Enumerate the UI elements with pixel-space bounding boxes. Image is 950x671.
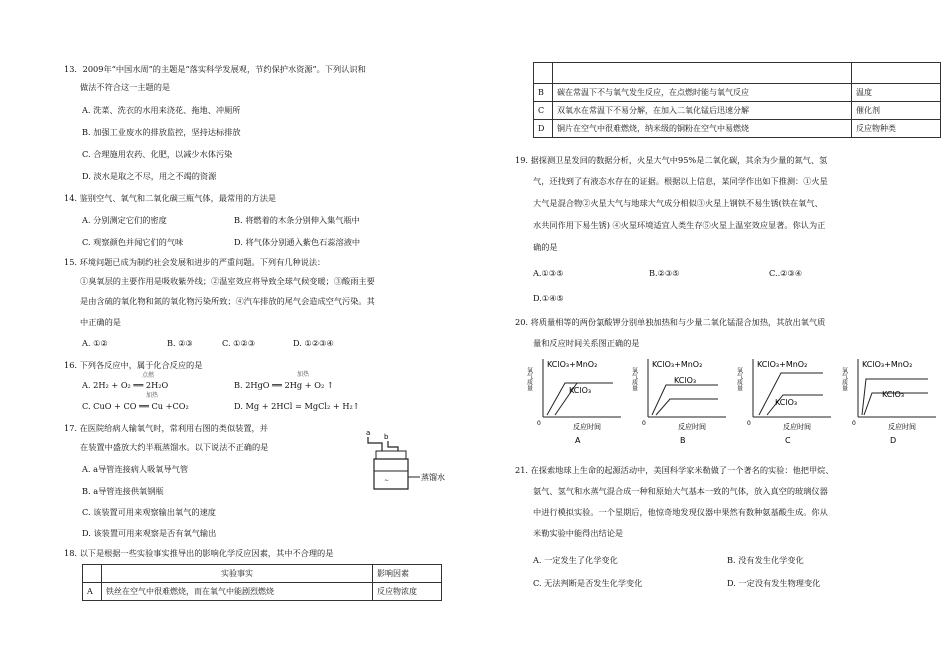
q21-option-c: C. 无法判断是否发生化学变化 [533, 578, 643, 588]
distilled-water-label: 蒸馏水 [421, 473, 445, 482]
q13-option-d: D. 淡水是取之不尽，用之不竭的资源 [82, 171, 217, 181]
table-row [534, 120, 941, 138]
q13-stem-2: 做法不符合这一主题的是 [80, 82, 171, 92]
q16-c-condition: 加热 [146, 392, 159, 399]
q17-stem-1: 17. 在医院给病人输氧气时，常利用右图的类似装置，并 [64, 423, 268, 433]
q14-option-d: D. 将气体分别通入紫色石蕊溶液中 [234, 237, 361, 247]
series-mno2-label: KClO₃+MnO₂ [862, 360, 913, 369]
table-cell: 温度 [852, 84, 941, 102]
series-mno2-label: KClO₃+MnO₂ [652, 360, 703, 369]
q15-option-b: B. ②③ [167, 338, 193, 348]
q20-stem-1: 20. 将质量相等的两份氯酸钾分别单独加热和与少量二氧化锰混合加热，其放出氧气质 [515, 317, 826, 327]
table-cell: 反应物浓度 [373, 583, 442, 601]
origin-label: 0 [852, 420, 856, 427]
q19-option-c: C..②③④ [769, 268, 803, 278]
wash-bottle-figure [354, 425, 464, 495]
x-axis-label: 反应时间 [573, 423, 601, 431]
q20-graphs [525, 355, 945, 455]
series-kclo3-label: KClO₃ [882, 390, 905, 399]
q16-option-b: B. 2HgO ══ 2Hg + O₂ ↑ [234, 380, 334, 390]
series-mno2-label: KClO₃+MnO₂ [547, 360, 598, 369]
table-cell: D [534, 120, 553, 138]
q18-table-part2 [533, 62, 941, 138]
x-axis-label: 反应时间 [678, 423, 706, 431]
q16-option-d: D. Mg + 2HCl = MgCl₂ + H₂↑ [234, 401, 360, 411]
series-kclo3-label: KClO₃ [674, 376, 697, 385]
q16-option-a: A. 2H₂ + O₂ ══ 2H₂O [82, 380, 169, 390]
q18-stem: 18. 以下是根据一些实验事实推导出的影响化学反应因素，其中不合理的是 [64, 548, 334, 558]
y-axis-label: 氧气质量 [840, 367, 848, 391]
table-header-row [83, 565, 442, 583]
q15-stem-2: ①臭氧层的主要作用是吸收紫外线；②温室效应将导致全球气候变暖；③酸雨主要 [80, 276, 375, 286]
y-axis-label: 氧气质量 [735, 367, 743, 391]
series-kclo3-label: KClO₃ [569, 386, 592, 395]
q14-stem: 14. 鉴别空气、氧气和二氧化碳三瓶气体，最常用的方法是 [64, 193, 277, 203]
table-row [534, 84, 941, 102]
table-cell: 反应物种类 [852, 120, 941, 138]
series-kclo3-label: KClO₃ [775, 398, 798, 407]
table-cell: C [534, 102, 553, 120]
q16-b-condition: 加热 [297, 371, 310, 378]
origin-label: 0 [537, 420, 541, 427]
q15-option-c: C. ①②③ [222, 338, 256, 348]
series-mno2-line [759, 373, 823, 415]
q19-stem-2: 气，还找到了有液态水存在的证据。根据以上信息，某同学作出如下推测：①火星 [533, 176, 828, 186]
table-cell: 双氧水在常温下不易分解，在加入二氧化锰后迅速分解 [553, 102, 852, 120]
q13-option-c: C. 合理施用农药、化肥，以减少水体污染 [82, 149, 233, 159]
tube-a-label: a [366, 429, 371, 437]
q21-option-b: B. 没有发生化学变化 [727, 555, 804, 565]
series-mno2-line [652, 385, 718, 415]
q21-option-d: D. 一定没有发生物理变化 [727, 578, 821, 588]
series-mno2-label: KClO₃+MnO₂ [757, 360, 808, 369]
q19-stem-1: 19. 据探测卫星发回的数据分析，火星大气中95%是二氧化碳，其余为少量的氮气、氢 [515, 155, 828, 165]
q14-option-a: A. 分别测定它们的密度 [82, 215, 167, 225]
origin-label: 0 [747, 420, 751, 427]
q17-option-c: C. 该装置可用来观察输出氧气的速度 [82, 507, 216, 517]
table-row [534, 63, 941, 84]
q17-stem-2: 在装置中盛放大约半瓶蒸馏水。以下说法不正确的是 [80, 442, 269, 452]
q16-stem: 16. 下列各反应中，属于化合反应的是 [64, 360, 203, 370]
graph-option-label: B [680, 436, 686, 445]
q13-stem-1: 13．2009年“中国水周”的主题是“落实科学发展观，节约保护水资源”。下列认识和 [64, 64, 366, 74]
q19-stem-5: 确的是 [533, 242, 558, 252]
q17-option-a: A. a导管连接病人吸氧导气管 [82, 464, 189, 474]
table-cell: A [83, 583, 102, 601]
q17-option-d: D. 该装置可用来观察是否有氧气输出 [82, 528, 217, 538]
y-axis-label: 氧气质量 [630, 367, 638, 391]
table-row [534, 102, 941, 120]
table-cell: 铜片在空气中很难燃烧，纳米级的铜粉在空气中易燃烧 [553, 120, 852, 138]
q19-option-a: A.①③⑤ [533, 268, 564, 278]
y-axis-label: 氧气质量 [525, 367, 533, 391]
q16-a-condition: 点燃 [142, 372, 155, 379]
graph-option-label: C [785, 436, 791, 445]
table-header-cell: 实验事实 [102, 565, 373, 583]
q13-option-b: B. 加强工业废水的排放监控，坚持达标排放 [82, 127, 241, 137]
table-row [83, 583, 442, 601]
q16-option-c: C. CuO + CO ══ Cu +CO₂ [82, 401, 189, 411]
q15-stem-3: 是由含硫的氧化物和氮的氧化物污染所致；④汽车排放的尾气会造成空气污染。其 [80, 296, 375, 306]
q18-table-part1 [82, 564, 442, 601]
q14-option-c: C. 观察颜色并闻它们的气味 [82, 237, 184, 247]
bubbles-icon: ∼ [384, 477, 390, 484]
table-cell: 催化剂 [852, 102, 941, 120]
q21-option-a: A. 一定发生了化学变化 [533, 555, 618, 565]
q15-stem-1: 15. 环境问题已成为制约社会发展和进步的严重问题。下列有几种说法： [64, 257, 326, 267]
q19-stem-4: 水共同作用下易生锈) ④火星环境适宜人类生存⑤火星上温室效应显著。你认为正 [533, 220, 826, 230]
q21-stem-2: 氨气、氢气和水蒸气混合成一种和原始大气基本一致的气体，放入真空的玻璃仪器 [533, 486, 828, 496]
x-axis-label: 反应时间 [783, 423, 811, 431]
tube-b-label: b [384, 433, 389, 441]
q15-option-d: D. ①②③④ [293, 338, 334, 348]
origin-label: 0 [642, 420, 646, 427]
q19-stem-3: 大气是混合物②火星大气与地球大气成分相似③火星上钢铁不易生锈(铁在氧气、 [533, 198, 823, 208]
q21-stem-4: 米勒实验中能得出结论是 [533, 528, 624, 538]
graph-option-label: A [575, 436, 581, 445]
q21-stem-3: 中进行模拟实验。一个星期后，他惊奇地发现仪器中果然有数种氨基酸生成。你从 [533, 507, 828, 517]
table-header-cell: 影响因素 [373, 565, 442, 583]
table-cell: B [534, 84, 553, 102]
table-header-cell [83, 565, 102, 583]
q13-option-a: A. 洗菜、洗衣的水用来浇花、拖地、冲厕所 [82, 105, 241, 115]
table-cell: 碳在常温下不与氧气发生反应，在点燃时能与氧气反应 [553, 84, 852, 102]
q19-option-b: B.②③⑤ [649, 268, 680, 278]
q17-option-b: B. a导管连接供氧钢瓶 [82, 486, 164, 496]
table-cell: 铁丝在空气中很难燃烧，而在氧气中能剧烈燃烧 [102, 583, 373, 601]
x-axis-label: 反应时间 [888, 423, 916, 431]
q21-stem-1: 21. 在探索地球上生命的起源活动中，美国科学家米勒做了一个著名的实验：他把甲烷、 [515, 465, 834, 475]
q15-stem-4: 中正确的是 [80, 317, 121, 327]
series-kclo3-line [656, 399, 718, 415]
q14-option-b: B. 将燃着的木条分别伸入集气瓶中 [234, 215, 360, 225]
q20-stem-2: 量和反应时间关系图正确的是 [533, 338, 640, 348]
q19-option-d: D.①④⑤ [533, 293, 564, 303]
q15-option-a: A. ①② [82, 338, 108, 348]
graph-option-label: D [890, 436, 897, 445]
